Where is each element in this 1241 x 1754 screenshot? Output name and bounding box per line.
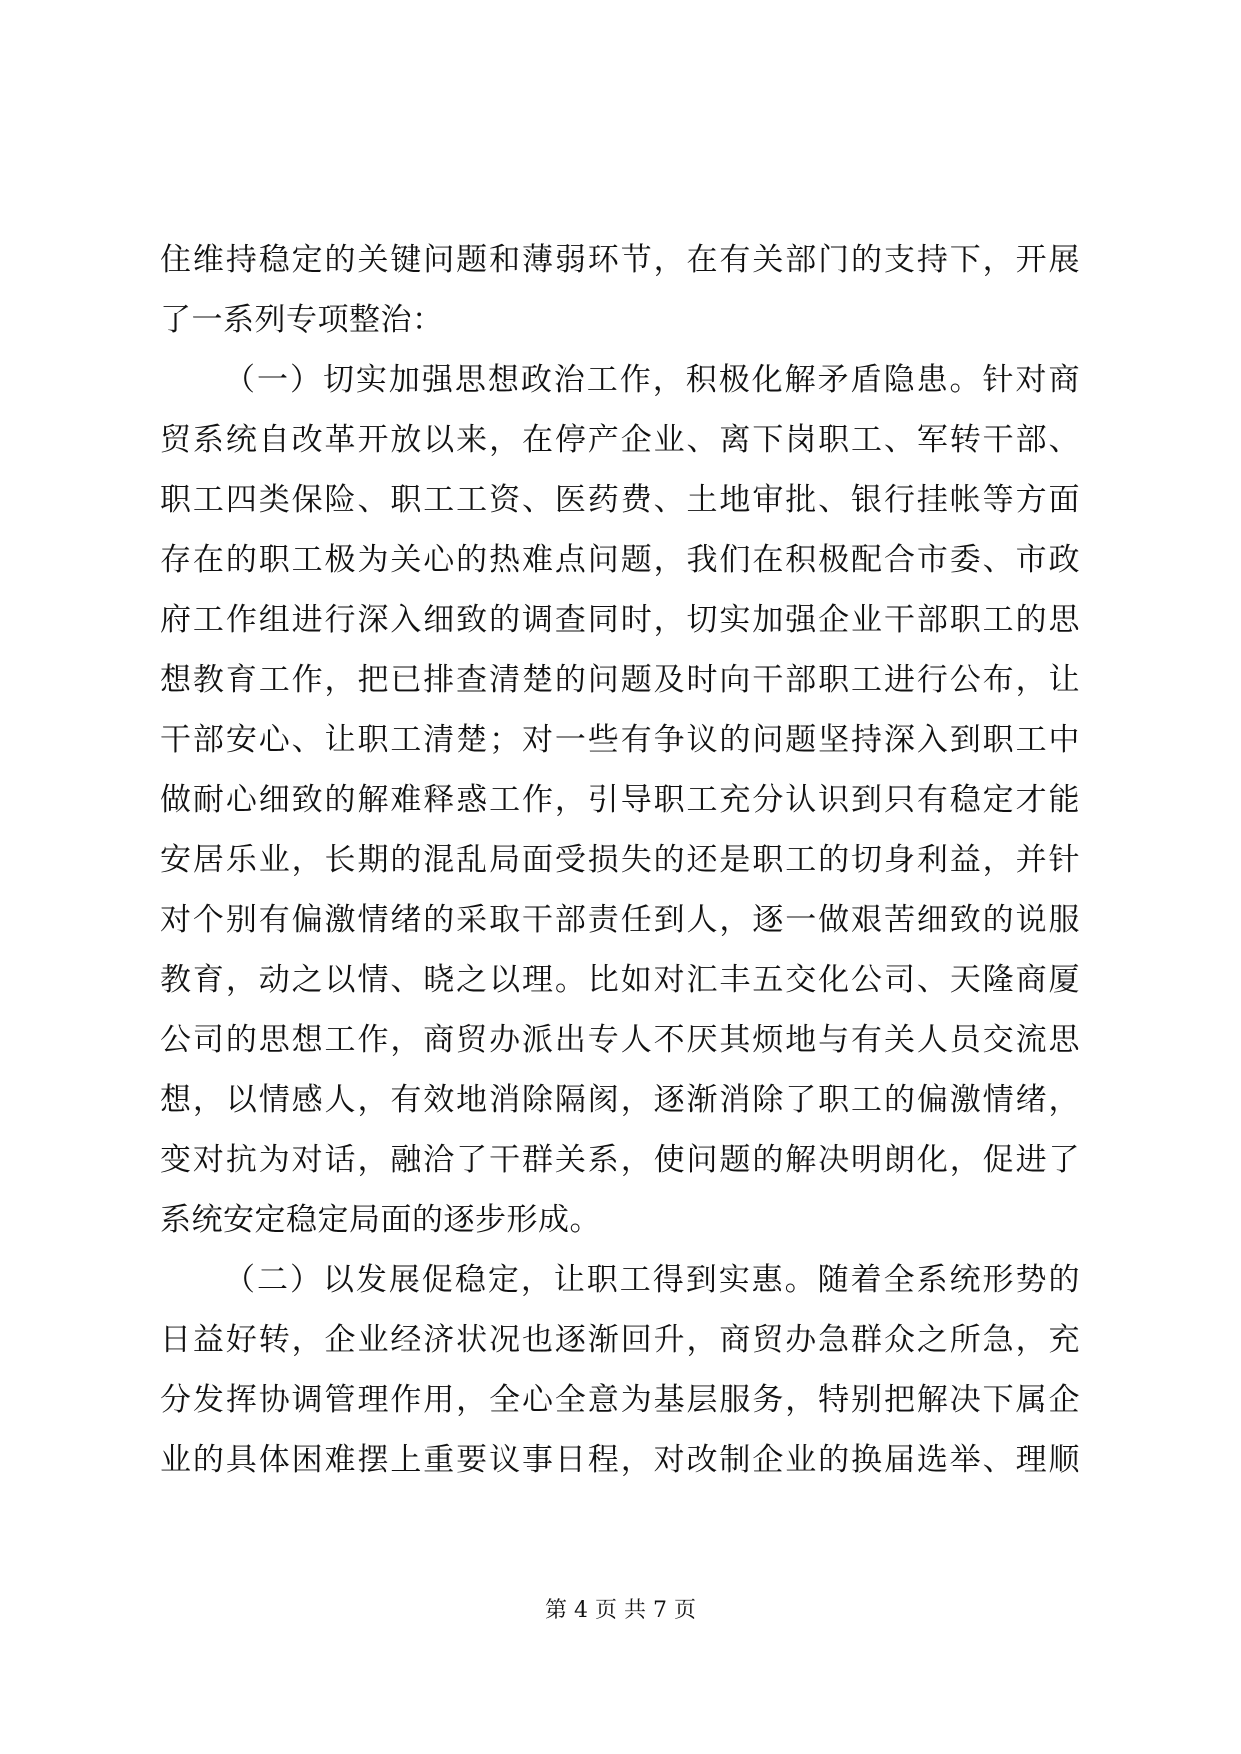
text-line: 业的具体困难摆上重要议事日程，对改制企业的换届选举、理顺 bbox=[160, 1442, 1080, 1478]
text-line: 对个别有偏激情绪的采取干部责任到人，逐一做艰苦细致的说服 bbox=[160, 902, 1080, 938]
text-line: 教育，动之以情、晓之以理。比如对汇丰五交化公司、天隆商厦 bbox=[160, 962, 1080, 998]
text-line: 贸系统自改革开放以来，在停产企业、离下岗职工、军转干部、 bbox=[160, 422, 1080, 458]
text-line: 公司的思想工作，商贸办派出专人不厌其烦地与有关人员交流思 bbox=[160, 1022, 1080, 1058]
paragraph-start-line: （一）切实加强思想政治工作，积极化解矛盾隐患。针对商 bbox=[224, 362, 1080, 398]
text-line: 存在的职工极为关心的热难点问题，我们在积极配合市委、市政 bbox=[160, 542, 1080, 578]
text-line: 职工四类保险、职工工资、医药费、土地审批、银行挂帐等方面 bbox=[160, 482, 1080, 518]
text-line: 分发挥协调管理作用，全心全意为基层服务，特别把解决下属企 bbox=[160, 1382, 1080, 1418]
text-line: 府工作组进行深入细致的调查同时，切实加强企业干部职工的思 bbox=[160, 602, 1080, 638]
text-line: 日益好转，企业经济状况也逐渐回升，商贸办急群众之所急，充 bbox=[160, 1322, 1080, 1358]
page-number-footer: 第 4 页 共 7 页 bbox=[545, 1598, 696, 1623]
body-text bbox=[160, 230, 1080, 1490]
text-line: 干部安心、让职工清楚；对一些有争议的问题坚持深入到职工中 bbox=[160, 722, 1080, 758]
text-line: 变对抗为对话，融洽了干群关系，使问题的解决明朗化，促进了 bbox=[160, 1142, 1080, 1178]
text-line: 了一系列专项整治： bbox=[160, 302, 444, 338]
text-line: 做耐心细致的解难释惑工作，引导职工充分认识到只有稳定才能 bbox=[160, 782, 1080, 818]
text-line: 想，以情感人，有效地消除隔阂，逐渐消除了职工的偏激情绪， bbox=[160, 1082, 1080, 1118]
text-line: 想教育工作，把已排查清楚的问题及时向干部职工进行公布，让 bbox=[160, 662, 1080, 698]
paragraph-start-line: （二）以发展促稳定，让职工得到实惠。随着全系统形势的 bbox=[224, 1262, 1080, 1298]
text-line: 安居乐业，长期的混乱局面受损失的还是职工的切身利益，并针 bbox=[160, 842, 1080, 878]
text-line: 系统安定稳定局面的逐步形成。 bbox=[160, 1202, 601, 1238]
text-line: 住维持稳定的关键问题和薄弱环节，在有关部门的支持下，开展 bbox=[160, 242, 1080, 278]
